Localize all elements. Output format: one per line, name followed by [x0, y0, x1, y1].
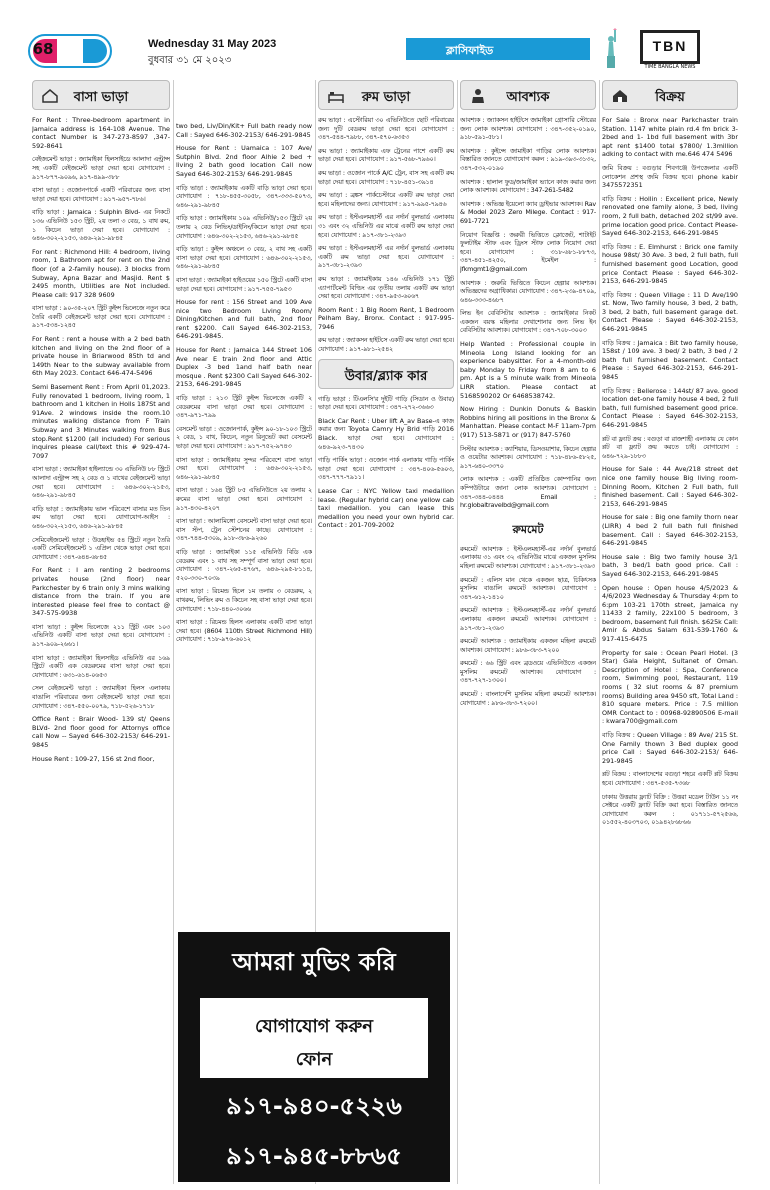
section-title: রুমমেট: [512, 522, 544, 536]
column-rent: [32, 80, 170, 768]
classified-ad: Room Rent : 1 Big Room Rent, 1 Bedroom Pelham Bay, Bronx. Contact : 917-995-7946: [318, 305, 454, 331]
section-header-uber: [318, 359, 454, 389]
classified-ad: বাড়ি ভাড়া : কুইন্স অঞ্চলে ৩ বেড, ২ বাথ সহ একটি বাসা ভাড়া দেয়া হবে। যোগাযোগ : ৬৪৬-৩০২-২১৫৩, ৬৪৬-২৯১-৯৮৪৫: [176, 245, 312, 271]
date-english: Wednesday 31 May 2023: [148, 38, 277, 50]
column-rent-continued: [176, 122, 312, 649]
classified-ad: বাসা ভাড়া : আলামিঙ্গো বেসমেন্ট বাসা ভাড়া দেয়া হবে। বাস স্টপ, ট্রেন স্টেশনের কাছে। যোগাযোগ : ৩৪৭-৭৪৪-৫৩০৯, ৯১৮-৩৮৬-৯২৬০: [176, 517, 312, 543]
section-title-bar: ক্লাসিফাইড: [406, 38, 590, 60]
classified-ad: House sale : Big two family house 3/1 bath, 3 bed/1 bath good price. Call : Sayed 646-302-2153, 646-291-9845: [602, 552, 738, 578]
classified-ad: Now Hiring : Dunkin Donuts & Baskin Robbins hiring all positions in the Bronx & Manhattan. Please contact M-F 11am-7pm (917) 513-5871 or (917) 847-5760: [460, 405, 596, 439]
classified-ad: বাড়ি ভাড়া : ২১৩ স্ট্রিট কুইন্স ভিলেজে একটি ২ বেডরুমের বাসা ভাড়া দেয়া হবে। যোগাযোগ : ৩৪৭-৯৭১-৭৯৯: [176, 394, 312, 420]
section-header-sale: [602, 80, 738, 110]
classified-ad: Lease Car : NYC Yellow taxi medallion lease. (Regular hybrid car) one yellow cab taxi medallion. you can lease this medallion you need your own hybrid car. Contact : 201-709-2002: [318, 487, 454, 530]
classified-ad: আবশ্যক : জ্যাকসন হাইটসে জামাইকা গ্রোসারি স্টোরের জন্য লোক আবশ্যক। যোগাযোগ : ৩৪৭-৩৫২-০১৯০, ৯১৮-৫৯১-৫৮১।: [460, 116, 596, 142]
classified-ad: লোক আবশ্যক : একটি প্রতিষ্ঠিত কোম্পানির জন্য কম্পিউটারে জানা লোক আবশ্যক। যোগাযোগ : ৩৪৭-৩৪৪-০৪৪৪ Email : hr.globaltravelbd@gmail.com: [460, 475, 596, 510]
classified-ad: গাড়ি পার্কিং ভাড়া : ওজোন পার্ক এলাকায় গাড়ি পার্কিং ভাড়া দেয়া হবে। যোগাযোগ : ৩৪৭-৪০৬-৫৬০৩, ৩৪৭-৭৭৭-৭৯১১।: [318, 456, 454, 482]
classified-ad: রুম ভাড়া : ইস্টএলমহার্স্ট এর নর্দার্ন বুলভার্ড এলাকায় একটি রুম ভাড়া দেয়া হবে। যোগাযোগ : ৯১৭-৩৮১-২৩৯৩: [318, 244, 454, 270]
classified-ad: বাসা ভাড়া : জ্যামাইকায় সুন্দর পরিবেশে বাসা ভাড়া দেয়া হবে। যোগাযোগ : ৬৪৬-৩০২-২১৫৩, ৬৪৬-২৯১-৯৮৪৫: [176, 455, 312, 481]
classified-ad: For Rent : Three-bedroom apartment in Jamaica address is 164-108 Avenue. The contact Number is 347-273-8597 ,347-592-8641: [32, 116, 170, 150]
classified-ad: বাসা ভাড়া : কুইন্স ভিলেজে ২১১ স্ট্রিট এবং ১০৩ এভিনিউ একটি বাসা ভাড়া দেয়া হবে। যোগাযোগ : ৯১৭-৯০৯-২৬৬১।: [32, 622, 170, 649]
moving-ad-phones: [200, 1078, 428, 1174]
classified-ad: two bed, Liv/Din/Kit+ Full bath ready now Call : Sayed 646-302-2153/ 646-291-9845: [176, 122, 312, 139]
classified-ad: রুম ভাড়া : ইস্টএলমহার্স্ট এর নর্দার্ন বুলভার্ড এলাকায় ৩১ এবং ৩২ এভিনিউ এর মাঝে একটি রুম ভাড়া দেয়া হবে। যোগাযোগ : ৯১৭-৩৮১-২৩৯৩: [318, 213, 454, 239]
classified-ad: বাসা ভাড়া : রিচমন্ড হিলস এলাকায় একটি বাসা ভাড়া দেয়া হবে। (8604 110th Street Richmond Hill) যোগাযোগ : ৭১৮-৯৭৬-৬০১২: [176, 618, 312, 644]
classified-ad: House for sale : Big one family thorn near (LIRR) 4 bed 2 full bath full finished basement. Call : Sayed 646-302-2153, 646-291-9845: [602, 513, 738, 548]
classified-ad: গাড়ি ভাড়া : টিএলসি'র দুইটি গাড়ি (সিডান ও উবার) ভাড়া দেয়া হবে। যোগাযোগ : ৩৪৭-২৭২-৩৬৬৩: [318, 394, 454, 412]
classified-ad: রুমমেট : ৬৬ স্ট্রিট এবং ব্রডওয়ে এভিনিউতে একজন মুসলিম রুমমেট আবশ্যক। যোগাযোগ : ৩৪৭-৭২৭-১৩০০।: [460, 659, 596, 685]
page-header: [0, 0, 770, 70]
moving-ad-title: আমরা মুভিং করি: [232, 948, 396, 976]
classified-ad: জমি বিক্রয় : বগুড়ার শিবগঞ্জে উপজেলার একটি লোকেশন প্রশস্থ জমি বিক্রয় হবে। phone kabir 3475572351: [602, 163, 738, 190]
newspaper-logo: [640, 30, 700, 64]
classified-ad: সিস্টার আবশ্যক : ক্যাশিয়ার, ডিসওয়াশার, কিচেন হেল্পার ও ওয়েটার আবশ্যক। যোগাযোগ : ৭১৮-৪৮৬-৫৮২৫, ৯১৭-৬৪০-৩৩৭০: [460, 444, 596, 470]
classified-ad: রুম ভাড়া : ব্রঙ্কস পার্কচেস্টারে একটি রুম ভাড়া দেয়া হবে। মহিলাদের জন্য। যোগাযোগ : ৯১৭-৯৯৫-৭৯৪৬: [318, 191, 454, 208]
section-title: বাসা ভাড়া: [73, 90, 129, 105]
classified-ad: আবশ্যক : জরুরি ভিত্তিতে কিচেন হেল্পার আবশ্যক। অভিজ্ঞদের অগ্রাধিকার। যোগাযোগ : ৩৪৭-২৩৯-৪৭০৯, ৬৪৬-৩৩৩-৪৬৮৭: [460, 278, 596, 304]
classified-ad: প্লট বা ফ্ল্যাট ক্রয় : বগুড়া বা রাজশাহী এলাকায় যে কোন প্লট বা ফ্ল্যাট ক্রয় করতে চাই। যোগাযোগ : ৬৪৬-৭২৯-১৮৮৩: [602, 434, 738, 460]
classified-ad: আবশ্যক : কুইন্সে জামাইকা গাড়ির লোক আবশ্যক। বিস্তারিত জানতে যোগাযোগ করুন : ৯১৯-৩৯৩-৩১৩২, ৩৪৭-৫৩২-০১৯০: [460, 146, 596, 172]
classified-ad: বাড়ি ভাড়া : জ্যামাইকা ১১৫ এভিনিউ বিডি এক বেডরুম এবং ১ বাথ সহ সম্পূর্ণ বাসা ভাড়া দেয়া হবে। যোগাযোগ : ৩৪৭-২৬৫-৪৭৬৭, ৬৪৬-২৯৫-৮১১৪, ৫২০-৩৩০-৭০৩৯: [176, 547, 312, 582]
classified-ad: সেমিবেইজমেন্ট ভাড়া : উডহাইভ ৫৪ স্ট্রিটে নতুন তৈরি একটি সেমিবেইজমেন্ট ১ এপ্রিল থেকে ভাড়া দেয়া হবে। যোগাযোগ : ৩৪৭-৬৪৪-৬৮৪৫: [32, 535, 170, 561]
column-wanted: [460, 80, 596, 712]
classified-ad: বাসা ভাড়া : ৯০-৩৫-২০৭ স্ট্রিট কুইন্স ভিলেজে নতুন করে তৈরি একটি বেইজমেন্ট ভাড়া দেয়া হবে। যোগাযোগ : ৯১৭-৫৩৪-১২৪৫: [32, 304, 170, 330]
classified-ad: বাসা ভাড়া : ১৬৪ স্ট্রিট ৮৫ এভিনিউতে ২য় তলায় ২ রুমের বাসা ভাড়া দেয়া হবে। যোগাযোগ : ৯১৭-৪৩০-৪২০৭: [176, 486, 312, 512]
section-header-rent: [32, 80, 170, 110]
classified-ad: রুমমেট : বাংলাদেশি মুসলিম মহিলা রুমমেট আবশ্যক। যোগাযোগ : ৯৮৬-৩৮৩-৭২০০।: [460, 690, 596, 707]
bed-icon: [327, 87, 345, 105]
classified-ad: Office Rent : Brair Wood- 139 st/ Qeens BLVd- 2nd floor good for Attornys office call Now -- Sayed 646-302-2153/ 646-291-9845: [32, 715, 170, 749]
classified-ad: Property for sale : Ocean Pearl Hotel. (3 Star) Gala Height, Sultanet of Oman. Description of Hotel : Spa, Conference room, Swimming pool, Restaurant, 119 rooms ( 32 slut rooms & 87 premium rooms) Building area 9450 sft, Total Land : 810 square meters. Price : 7.5 million OMR Contact to : 00968-92890506 E-mail : kwara700@gmail.com: [602, 648, 738, 726]
classified-ad: বাড়ি ভাড়া : জ্যামাইকায় একটি বাড়ি ভাড়া দেয়া হবে। যোগাযোগ : ৭১৮-৪৫৫-৩০৫৮, ৩৪৭-৩৩৩-৫০৭৩, ৬৪৬-২৯১-৯৮৪৫: [176, 183, 312, 209]
classified-ad: বাসা ভাড়া : জ্যামাইকা হিলসাইড এভিনিউ এর ১৬৯ স্ট্রিটে একটি এক বেডরুমের বাসা ভাড়া দেয়া হবে। যোগাযোগ : ৬৩১-৬১৪-০৬৫৩: [32, 653, 170, 679]
moving-ad-contact-box: [200, 998, 428, 1174]
column-divider: [457, 80, 458, 1184]
classified-ad: Black Car Rent : Uber lift A_av Base-এ কাজ করার জন্য Toyota Camry Hy Brid গাড়ি 2016 Black. ভাড়া দেয়া হবে। যোগাযোগ : ৬৪৬-৯২৩-৭৪৩০: [318, 416, 454, 451]
section-header-room: [318, 80, 454, 110]
classified-ad: House for rent : 156 Street and 109 Ave nice two Bedroom Living Room/ Dining/Kitchen and full bath, 2nd floor rent $2200. Call Sayed 646-302-2153, 646-291-9845.: [176, 298, 312, 341]
worker-icon: [469, 87, 487, 105]
column-sale: [602, 80, 738, 832]
classified-ad: For Sale : Bronx near Parkchaster train Station. 1147 white plain rd.4 fm brick 3-2bed and 1- 1bd full basement with 3br apt rent $1400 total $7800/ 1.3million adking to contact with me.646 474 5496: [602, 116, 738, 159]
logo-text: TBN: [652, 38, 688, 54]
classified-ad: রুমমেট আবশ্যক : জ্যামাইকায় একজন মহিলা রুমমেট আবশ্যক। যোগাযোগ : ৯৮৬-৩৮৩-৭২০০: [460, 637, 596, 654]
section-title: বিক্রয়: [655, 90, 685, 105]
classified-ad: বাড়ি বিক্রয় : Queen Village : 11 D Ave/190 st. Now, Two family house, 3 bed, 2 bath, 3 bed, 2 bath, full basement garage det. Contact Please : Sayed 646-302-2153, 646-291-9845: [602, 290, 738, 334]
house-icon: [41, 87, 59, 105]
date-bangla: বুধবার ৩১ মে ২০২৩: [148, 55, 232, 66]
classified-ad: বাড়ি বিক্রয় : Jamaica : Bit two family house, 158st / 109 ave. 3 bed/ 2 bath, 3 bed / 2 bath full furnished basement. Contact Please : Sayed 646-302-2153, 646-291-9845: [602, 338, 738, 382]
column-divider: [599, 80, 600, 1184]
classified-ad: বাসা ভাড়া : রিচমন্ড হিলে ১ম তলায় ৩ বেডরুম, ২ বাথরুম, লিভিং রুম ও কিচেন সহ বাসা ভাড়া দেয়া হবে। যোগাযোগ : ৭১৮-৪৪০-৩০৬৬: [176, 587, 312, 613]
section-header-wanted: [460, 80, 596, 110]
sale-house-icon: [611, 87, 629, 105]
logo-subtitle: TIME BANGLA NEWS: [644, 64, 696, 70]
classified-ad: House Rent : 109-27, 156 st 2nd floor,: [32, 754, 155, 763]
classified-ad: বেসমেন্ট ভাড়া : ওজোনপার্ক, কুইন্স ৯০-১৮-১০৩ স্ট্রিটে ২ বেড, ১ বাথ, কিচেন, নতুন রিনুভেট করা বেসমেন্ট ভাড়া দেয়া হবে। যোগাযোগ : ৯১৭-৭৫২-৯৭৪৩: [176, 424, 312, 450]
column-room: [318, 80, 454, 535]
classified-ad: বাড়ি ভাড়া : জ্যামাইকায় ভাল পরিবেশে বাসার মত তিন রুম ভাড়া দেয়া হবে। যোগাযোগ-আইস : ৬৪৬-৩০২-২১৫৩, ৬৪৬-২৯১-৯৮৪৫: [32, 504, 170, 530]
classified-ad: Open house : Open house 4/5/2023 & 4/6/2023 Wednesday & Thursday 4:pm to 6:pm 103-21 170th street, Jamaica ny 11433 2 family, 22x100 5 bedroom, 3 bedroom, basement full finish. $625k Call: Amir & Abdus Salam 631-539-1760 & 917-415-6475: [602, 583, 738, 644]
classified-ad: আবশ্যক : হালাল ফুড/জামাইকা ভ্যানে কাজ করার জন্য লোক আবশ্যক। যোগাযোগ : 347-261-5482: [460, 177, 596, 195]
classified-ad: Help Wanted : Professional couple in Mineola Long Island looking for an experience babysitter. For a 4-month-old baby Monday to Friday from 8 am to 6 pm. Apt is a 5 minute walk from Mineola LIRR station. Please contact at 5168590202 Or 6468538742.: [460, 340, 596, 400]
classified-ad: ঢাকায় উত্তরায় ফ্ল্যাট বিক্রি : উত্তরা মডেল টাউন ১১ নং সেক্টরে একটি ফ্ল্যাট বিক্রি করা হবে। বিস্তারিত জানতে যোগাযোগ করুন : ০১৭১১-৫৭২৫৬৬, ০১৫৫২-৪০৩৭০৩, ০১৯৪২৮৬৮৬৬: [602, 792, 738, 827]
moving-service-ad: [178, 932, 450, 1182]
classified-ad: বাসা ভাড়া : জ্যামাইকা হাইল্যান্ডে ৩০ এভিনিউ ৮৮ স্ট্রিটে আলাদা এন্ট্রান্স সহ ২ বেড ও ১ বাথের বেইজমেন্ট ভাড়া দেয়া হবে। যোগাযোগ : ৬৪৬-৩০২-২১৫৩, ৬৪৬-২৯১-৯৮৪৫: [32, 465, 170, 500]
classified-ad: আবশ্যক : অভিজ্ঞ ইয়েলো ক্যাব ড্রাইভার আবশ্যক। Rav & Model 2023 Zero Milege. Contact : 917-691-7721: [460, 199, 596, 225]
classified-ad: রুমমেট আবশ্যক : ইস্টএলমহার্স্ট-এর নর্দার্ন বুলভার্ড এলাকায় ৩১ এবং ৩২ এভিনিউর মাঝে একজন মুসলিম মহিলা রুমমেট আবশ্যক। যোগাযোগ : ৯১৭-৩৮১-২৩৯৩: [460, 544, 596, 570]
classified-ad: বাসা ভাড়া : ওজোনপার্কে একটি পরিবারের জন্য বাসা ভাড়া দেয়া হবে। যোগাযোগ : ৯১৭-৯৫৭-৭৮৬।: [32, 186, 170, 203]
classified-ad: বাড়ি ভাড়া : জ্যামাইকায় ১০৯ এভিনিউ/১৫৩ স্ট্রিটে ২য় তলায় ২ বেড লিভিং/ডাইনিং/কিচেন ভাড়া দেয়া হবে। যোগাযোগ : ৬৪৬-৩০২-২১৫৩, ৬৪৬-২৯১-৯৮৪৫: [176, 214, 312, 240]
classified-ad: রুম ভাড়া : জ্যাকসন হাইটসে একটি রুম ভাড়া দেয়া হবে। যোগাযোগ : ৯১৭-৯৮১-২৫৪২: [318, 336, 454, 354]
classified-ad: রুম ভাড়া : জ্যামাইকায় ১৪৬ এভিনিউ ১৭১ স্ট্রিট এ্যাপার্টমেন্ট বিল্ডিং এর তৃতীয় তলায় একটি রুম ভাড়া দেয়া হবে। যোগাযোগ : ৩৪৭-৯৫৩-৬০৬৭: [318, 274, 454, 301]
classified-ad: House for Sale : 44 Ave/218 street det nice one family house Big living room- Dinning Room, Kitchen 2 Full bath, full finished basement. Call : Sayed 646-302-2153, 646-291-9845: [602, 465, 738, 508]
classified-ad: বাড়ি বিক্রয় : Queen Village : 89 Ave/ 215 St. One Family thown 3 Bed duplex good price Call : Sayed 646-302-2153/ 646-291-9845: [602, 731, 738, 765]
classified-ad: Semi Basement Rent : From April 01,2023. Fully renovated 1 bedroom, living room, 1 bathroom and 1 kitchen in Holls 187St and 91Ave. 2 windows inside the room.10 minutes walking distance from F Train Subway and 3 Minutes walking from Bus stop.Rent $1200 (all included) For serious inquires please call/text this # 929-474-7097: [32, 383, 170, 460]
classified-ad: রুমমেট আবশ্যক : ইস্টএলমহার্স্ট-এর নর্দার্ন বুলভার্ড এলাকায় একজন রুমমেট আবশ্যক। যোগাযোগ : ৯১৭-৩৮১-২৩৯৩: [460, 606, 596, 632]
moving-ad-phone: ৯১৭-৯৪০-৫২২৬: [226, 1092, 402, 1120]
section-title: রুম ভাড়া: [361, 90, 411, 105]
classified-ad: For rent : Richmond Hill: 4 bedroom, living room, 1 Bathroom apt for rent on the 2nd floor (of a 2-family house). 3 blocks from Subway, Apna Bazar and Masjid. Rent $ 2495 month, Utilities are Not included. Please call: 917 328 9609: [32, 247, 170, 299]
page-number: 68: [32, 40, 54, 58]
classified-ad: সেল বেইজমেন্ট ভাড়া : জ্যামাইকা হিলস এলাকায় বাঙালি পরিবারের জন্য বেইজমেন্ট ভাড়া দেয়া হবে। যোগাযোগ : ৩৪৭-৫৫০-০০৭৯, ৭১৮-৫২৬-১৭১৮: [32, 684, 170, 710]
classified-ad: বাসা ভাড়া : জ্যামাইকা হাইওয়ের ১৫০ স্ট্রিটে একটি বাসা ভাড়া দেয়া হবে। যোগাযোগ : ৯১৭-৭৫৫-৭৯৫৩: [176, 275, 312, 293]
classified-ad: বাড়ি ভাড়া : Jamaica : Sulphin Blvd- এর নিকটে ১৩৬ এভিনিউ ১৫৩ স্ট্রিট, ২য় তলা ৩ বেড, ১ বাথ রুম, ১ কিচেন ভাড়া দেয়া হবে। যোগাযোগ : ৬৪৬-৩০২-২১৫৩, ৬৪৬-২৯১-৯৮৪৫: [32, 208, 170, 243]
badge-right-half: [83, 39, 107, 63]
classified-ad: প্লট বিক্রয় : বাংলাদেশের বগুড়া শহরে একটি প্লট বিক্রয় হবে। যোগাযোগ : ৩৪৭-৫৩৫-৭৩৬৮: [602, 770, 738, 787]
classified-ad: House for Rent : Jamaica 144 Street 106 Ave near E train 2nd floor and Attic Duplex -3 bed 1and half bath near mosque . Rent $2300 Call Sayed 646-302-2153, 646-291-9845: [176, 346, 312, 389]
classified-ad: For Rent : rent a house with a 2 bed bath kitchen and living on the 2nd floor of a private house in Briarwood 85th td and 149th Near to the subway available from 6th May 2023. Contact 646-474-5496: [32, 335, 170, 378]
classified-ad: লিভ ইন বেবিসিটার আবশ্যক : জ্যামাইকার নিকট একজন বয়স্ক মহিলার দেখাশোনার জন্য লিভ ইন বেবিসিটার আবশ্যক। যোগাযোগ : ৩৪৭-৭০৮-৩০০৩: [460, 309, 596, 335]
moving-ad-phone-label: ফোন: [295, 1049, 333, 1070]
moving-ad-phone: ৯১৭-৯৪৫-৮৮৬৫: [226, 1142, 402, 1170]
classified-ad: House for Rent : Uamaica : 107 Ave/ Sutphin Blvd. 2nd floor Alhie 2 bed + living 2 bath good location Call now Sayed 646-302-2153/ 646-291-9845: [176, 144, 312, 178]
classified-ad: বাড়ি বিক্রয় : E. Elmhurst : Brick one family house 98st/ 30 Ave. 3 bed, 2 full bath, full furnished basement good Location, good price Contact Please : Sayed 646-302-2153, 646-291-9845: [602, 242, 738, 286]
classified-ad: বাড়ি বিক্রয় : Hollin : Excellent price, Newly renovated one family alone, 3 bed, living room, 2 full bath, detached 202 st/99 ave. prime location good price. Contact Please- Sayed 646-302-2153, 646-291-9845: [602, 194, 738, 238]
classified-ad: রুমমেট : এলিস মান থেকে একজন ছাত্র, চিকিৎসক মুসলিম বাঙালি রুমমেট আবশ্যক। যোগাযোগ : ৩৪৭-৬১২-১৪১০: [460, 575, 596, 601]
classified-ad: For Rent : I am renting 2 bedrooms privates house (2nd floor) near Parkchester by 6 train only 3 mins walking distance from the train. If you are interested please feel free to contact @ 347-575-9938: [32, 566, 170, 618]
moving-ad-contact-label: যোগাযোগ করুন: [255, 1016, 373, 1037]
section-header-roommate: [460, 515, 596, 539]
classified-ad: রুম ভাড়া : ওজোন পার্কে A/C ট্রেন, বাস সহ একটি রুম ভাড়া দেয়া হবে। যোগাযোগ : ৭১৮-৪৫১-৩৯১৪: [318, 168, 454, 186]
column-divider: [173, 80, 174, 1184]
classified-ad: বেইজমেন্ট ভাড়া : জ্যামাইকা হিলসাইডে আলাদা এন্ট্রান্স সহ একটি বেইজমেন্ট ভাড়া দেয়া হবে। যোগাযোগ : ৯১৭-৮৭৭-৯০৯৬, ৯১৭-৪৯৯-৩৮৮: [32, 155, 170, 181]
statue-of-liberty-icon: [598, 28, 624, 68]
classified-ad: নিয়োগ বিজ্ঞপ্তি : জরুরী ভিত্তিতে ক্লোজেট, শাটাইট ফুলটাইম স্টাফ এবং ড্রিংস স্টাফ লোক নিয়োগ দেয়া হবে। যোগাযোগ : ৩১৮-৬৮১-৮৮৭৩, ৩৪৭-৪৫১-৪২৫০, ইমেইল : jfkmgmt1@gmail.com: [460, 230, 596, 273]
section-title: আবশ্যক: [506, 90, 550, 105]
classified-ad: বাড়ি বিক্রয় : Bellerose : 144st/ 87 ave. good location det-one family house 4 bed, 2 full bath, full furnished basement good price. Contact Please : Sayed 646-302-2153, 646-291-9845: [602, 386, 738, 429]
section-title: উবার/ব্ল্যাক কার: [344, 368, 428, 384]
classified-ad: রুম ভাড়া : এস্টোরিয়া ৩০ এভিনিউতে ছোট পরিবারের জন্য দুটি বেডরুম ভাড়া দেয়া হবে। যোগাযোগ : ৩৪৭-৫৪৪-৭৯৮৮, ৩৪৭-৫৭০-৬৩৫৩: [318, 116, 454, 142]
classified-ad: রুম ভাড়া : জ্যামাইকায় এফ ট্রেনের পাশে একটি রুম ভাড়া দেয়া হবে। যোগাযোগ : ৯১৭-৫৬৮-৭৯৬০।: [318, 146, 454, 164]
